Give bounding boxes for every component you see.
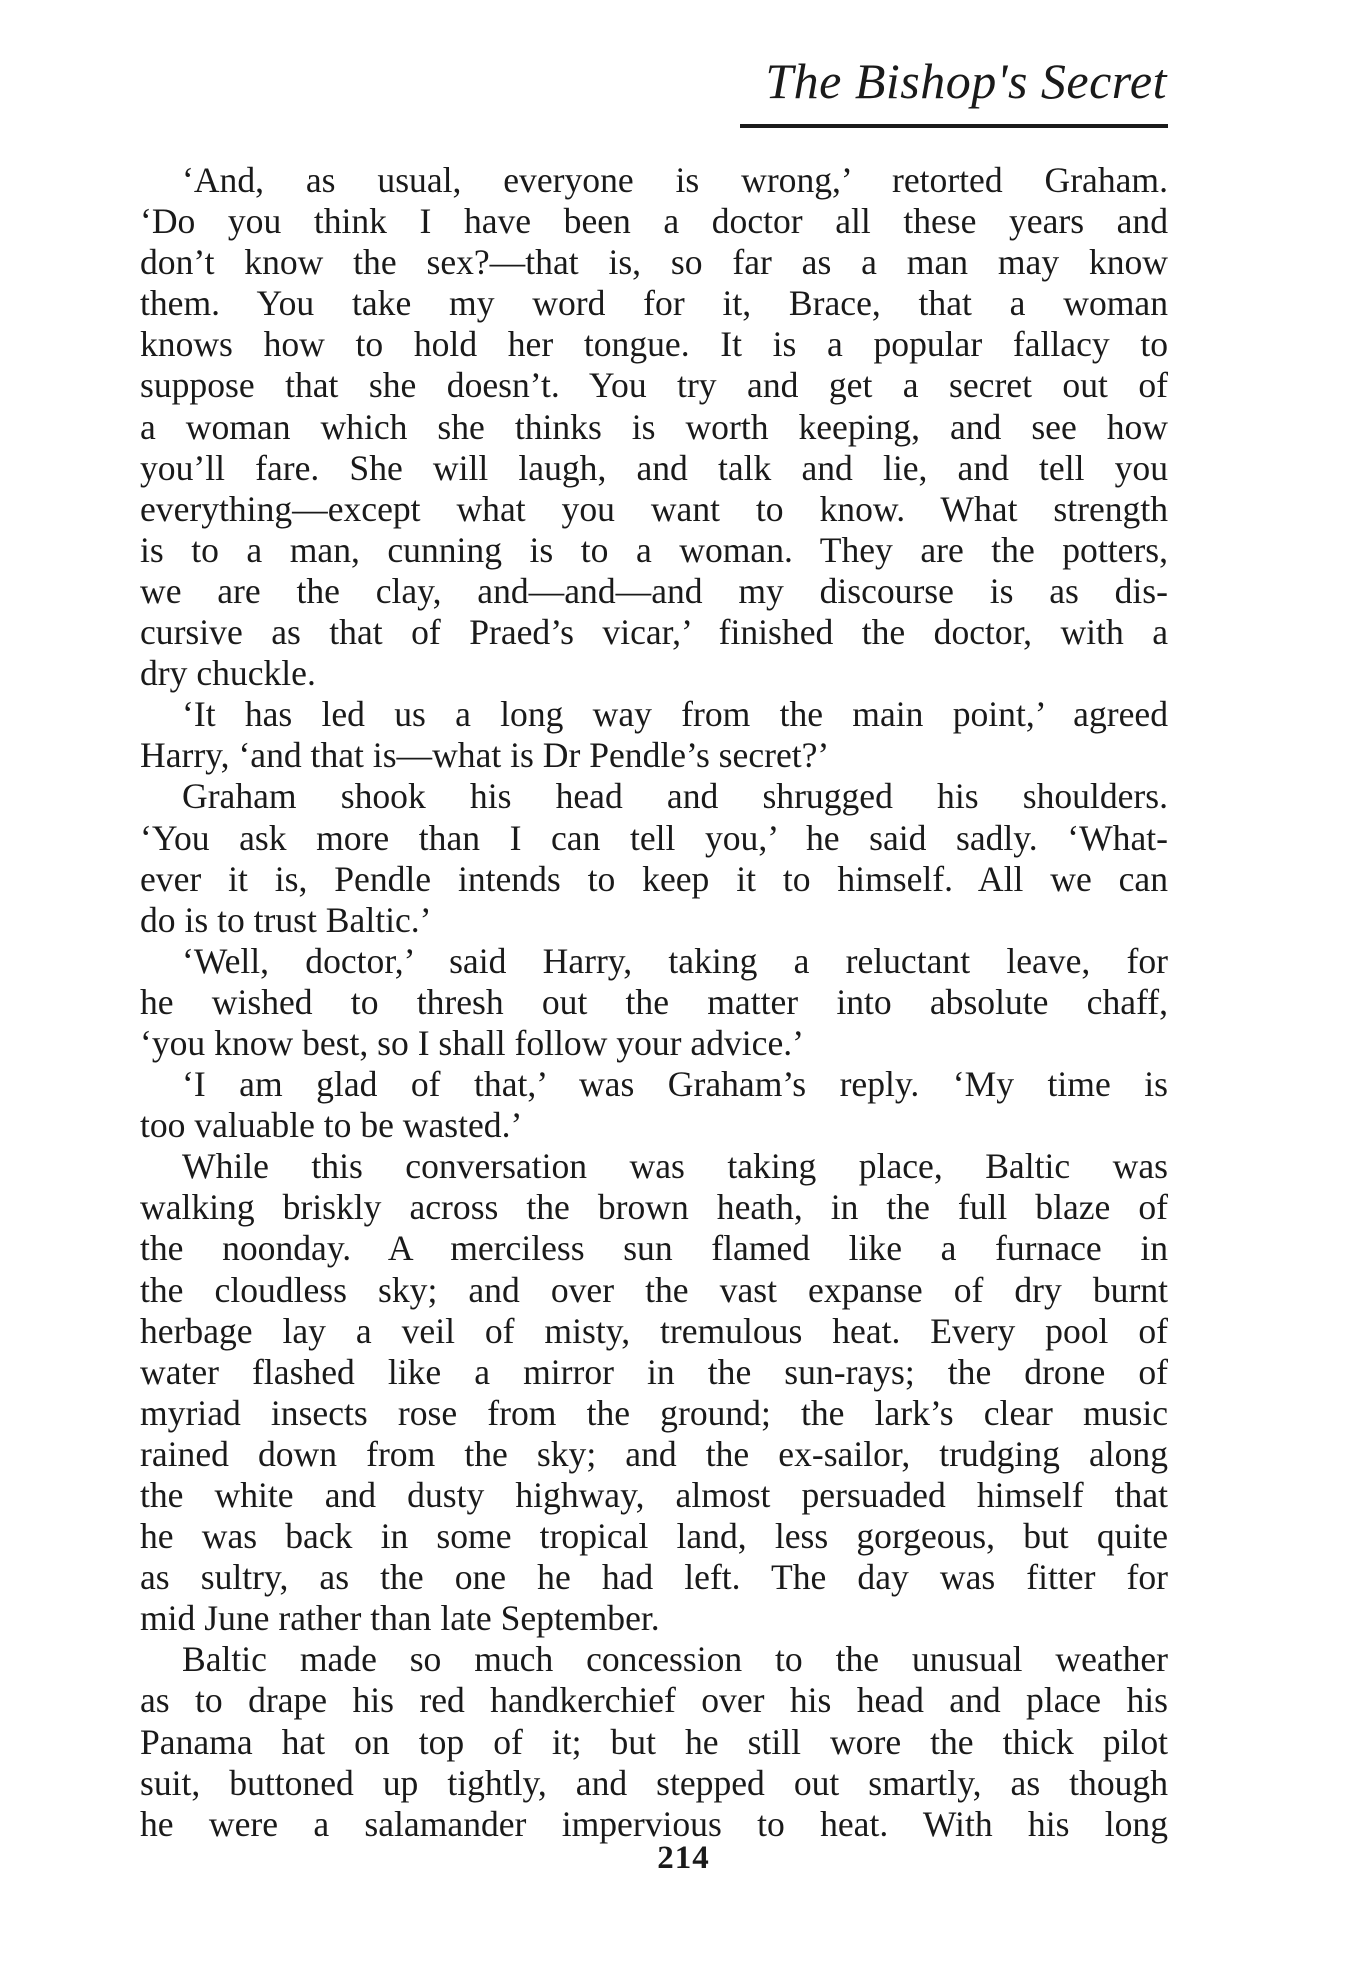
text-line: Graham shook his head and shrugged his shoulders. <box>182 776 1168 817</box>
text-line: ‘you know best, so I shall follow your advice.’ <box>140 1022 804 1063</box>
text-line: Baltic made so much concession to the unusual weather <box>182 1639 1168 1680</box>
text-line: While this conversation was taking place, Baltic was <box>182 1146 1168 1187</box>
text-line: he was back in some tropical land, less gorgeous, but quite <box>140 1516 1168 1557</box>
text-line: ‘I am glad of that,’ was Graham’s reply. ‘My time is <box>182 1064 1168 1105</box>
header-rule <box>740 124 1168 128</box>
text-line: everything—except what you want to know. What strength <box>140 488 1168 529</box>
text-line: too valuable to be wasted.’ <box>140 1105 523 1146</box>
text-line: the noonday. A merciless sun flamed like a furnace in <box>140 1228 1168 1269</box>
text-line: ‘Well, doctor,’ said Harry, taking a reluctant leave, for <box>182 940 1168 981</box>
running-head: The Bishop's Secret <box>765 53 1167 109</box>
text-line: we are the clay, and—and—and my discourse is as dis- <box>140 570 1168 611</box>
text-line: knows how to hold her tongue. It is a popular fallacy to <box>140 324 1168 365</box>
text-line: he were a salamander impervious to heat. With his long <box>140 1803 1168 1844</box>
text-line: dry chuckle. <box>140 653 316 694</box>
text-line: cursive as that of Praed’s vicar,’ finished the doctor, with a <box>140 612 1168 653</box>
text-line: ‘It has led us a long way from the main point,’ agreed <box>182 694 1168 735</box>
text-line: is to a man, cunning is to a woman. They are the potters, <box>140 529 1168 570</box>
text-line: mid June rather than late September. <box>140 1598 660 1639</box>
text-line: ‘And, as usual, everyone is wrong,’ retorted Graham. <box>182 160 1168 200</box>
text-line: suit, buttoned up tightly, and stepped out smartly, as though <box>140 1762 1168 1803</box>
text-line: walking briskly across the brown heath, in the full blaze of <box>140 1187 1168 1228</box>
text-line: as sultry, as the one he had left. The day was fitter for <box>140 1557 1168 1598</box>
body-text <box>140 160 1168 1845</box>
text-line: the cloudless sky; and over the vast expanse of dry burnt <box>140 1269 1168 1310</box>
text-line: a woman which she thinks is worth keeping, and see how <box>140 406 1168 447</box>
text-line: herbage lay a veil of misty, tremulous heat. Every pool of <box>140 1310 1168 1351</box>
text-line: as to drape his red handkerchief over his head and place his <box>140 1680 1168 1721</box>
text-line: water flashed like a mirror in the sun-rays; the drone of <box>140 1351 1168 1392</box>
text-line: do is to trust Baltic.’ <box>140 899 432 940</box>
text-line: ‘Do you think I have been a doctor all these years and <box>140 201 1168 242</box>
text-line: myriad insects rose from the ground; the lark’s clear music <box>140 1392 1168 1433</box>
text-line: ever it is, Pendle intends to keep it to himself. All we can <box>140 858 1168 899</box>
text-line: rained down from the sky; and the ex-sailor, trudging along <box>140 1433 1168 1474</box>
text-line: them. You take my word for it, Brace, that a woman <box>140 283 1168 324</box>
text-line: Harry, ‘and that is—what is Dr Pendle’s secret?’ <box>140 735 830 776</box>
text-line: Panama hat on top of it; but he still wore the thick pilot <box>140 1721 1168 1762</box>
text-line: don’t know the sex?—that is, so far as a man may know <box>140 242 1168 283</box>
text-line: ‘You ask more than I can tell you,’ he said sadly. ‘What- <box>140 817 1168 858</box>
text-line: he wished to thresh out the matter into absolute chaff, <box>140 981 1168 1022</box>
text-line: suppose that she doesn’t. You try and get a secret out of <box>140 365 1168 406</box>
text-line: you’ll fare. She will laugh, and talk and lie, and tell you <box>140 447 1168 488</box>
page-number: 214 <box>657 1840 710 1876</box>
text-line: the white and dusty highway, almost persuaded himself that <box>140 1475 1168 1515</box>
